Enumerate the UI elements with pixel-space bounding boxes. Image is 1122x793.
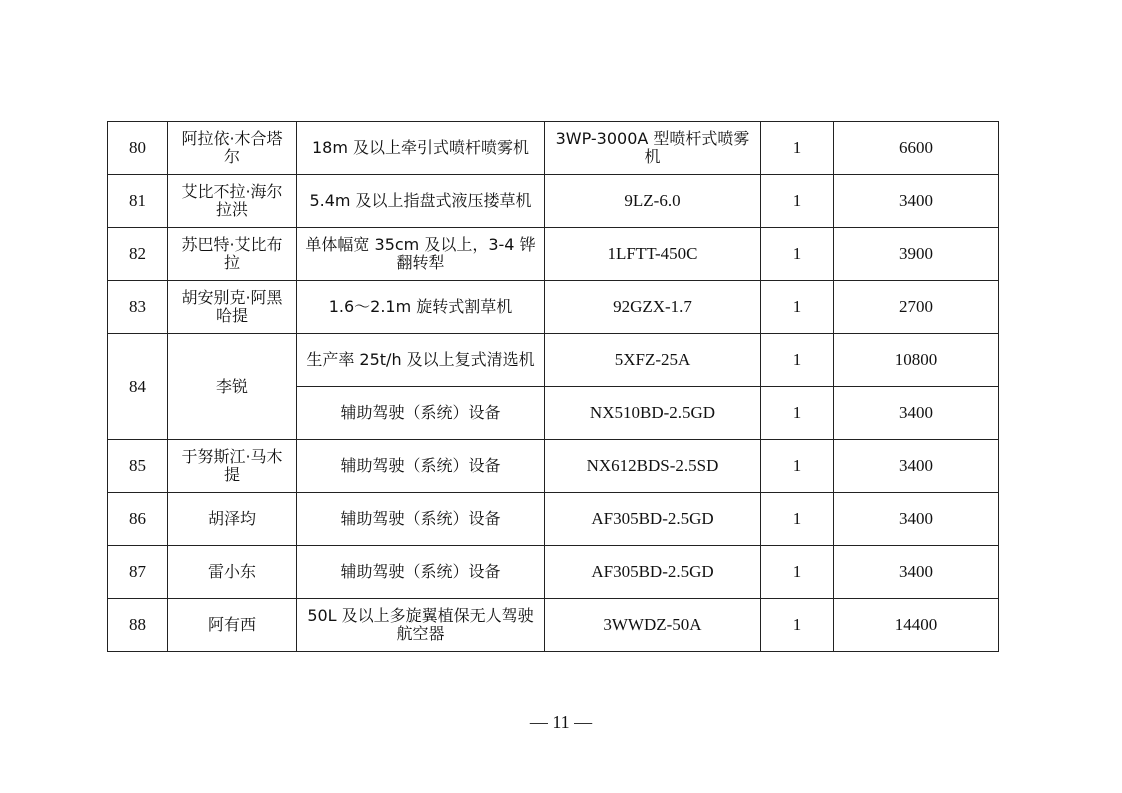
- machine-item: 5.4m 及以上指盘式液压搂草机: [297, 175, 545, 228]
- row-number: 84: [108, 334, 168, 440]
- quantity: 1: [761, 281, 834, 334]
- table-row: [108, 228, 999, 281]
- row-number: 88: [108, 599, 168, 652]
- machine-model: AF305BD-2.5GD: [545, 546, 761, 599]
- machine-item: 辅助驾驶（系统）设备: [297, 440, 545, 493]
- machine-model: NX612BDS-2.5SD: [545, 440, 761, 493]
- machine-item: 单体幅宽 35cm 及以上，3-4 铧翻转犁: [297, 228, 545, 281]
- machine-model: 3WP-3000A 型喷杆式喷雾机: [545, 122, 761, 175]
- row-number: 85: [108, 440, 168, 493]
- quantity: 1: [761, 175, 834, 228]
- recipient-name: 阿拉依·木合塔尔: [168, 122, 297, 175]
- subsidy-table: [107, 121, 999, 652]
- machine-item: 生产率 25t/h 及以上复式清选机: [297, 334, 545, 387]
- machine-model: AF305BD-2.5GD: [545, 493, 761, 546]
- machine-model: 3WWDZ-50A: [545, 599, 761, 652]
- quantity: 1: [761, 599, 834, 652]
- recipient-name: 李锐: [168, 334, 297, 440]
- quantity: 1: [761, 546, 834, 599]
- machine-model: 92GZX-1.7: [545, 281, 761, 334]
- row-number: 83: [108, 281, 168, 334]
- machine-item: 辅助驾驶（系统）设备: [297, 546, 545, 599]
- subsidy-amount: 10800: [834, 334, 999, 387]
- row-number: 87: [108, 546, 168, 599]
- recipient-name: 于努斯江·马木提: [168, 440, 297, 493]
- subsidy-amount: 14400: [834, 599, 999, 652]
- subsidy-amount: 3400: [834, 493, 999, 546]
- subsidy-amount: 6600: [834, 122, 999, 175]
- machine-model: 9LZ-6.0: [545, 175, 761, 228]
- machine-item: 辅助驾驶（系统）设备: [297, 387, 545, 440]
- subsidy-amount: 3400: [834, 387, 999, 440]
- machine-model: NX510BD-2.5GD: [545, 387, 761, 440]
- quantity: 1: [761, 228, 834, 281]
- table-row: [108, 281, 999, 334]
- row-number: 82: [108, 228, 168, 281]
- recipient-name: 胡泽均: [168, 493, 297, 546]
- row-number: 86: [108, 493, 168, 546]
- table-row: [108, 175, 999, 228]
- table-row: [108, 440, 999, 493]
- machine-model: 1LFTT-450C: [545, 228, 761, 281]
- table-row: [108, 122, 999, 175]
- machine-item: 辅助驾驶（系统）设备: [297, 493, 545, 546]
- subsidy-amount: 3400: [834, 440, 999, 493]
- row-number: 80: [108, 122, 168, 175]
- quantity: 1: [761, 387, 834, 440]
- table-row: [108, 546, 999, 599]
- recipient-name: 阿有西: [168, 599, 297, 652]
- subsidy-amount: 3900: [834, 228, 999, 281]
- subsidy-amount: 3400: [834, 546, 999, 599]
- machine-item: 1.6～2.1m 旋转式割草机: [297, 281, 545, 334]
- quantity: 1: [761, 440, 834, 493]
- recipient-name: 苏巴特·艾比布拉: [168, 228, 297, 281]
- quantity: 1: [761, 334, 834, 387]
- page-number: — 11 —: [529, 712, 593, 732]
- table-row: [108, 334, 999, 387]
- machine-item: 50L 及以上多旋翼植保无人驾驶航空器: [297, 599, 545, 652]
- recipient-name: 艾比不拉·海尔拉洪: [168, 175, 297, 228]
- machine-item: 18m 及以上牵引式喷杆喷雾机: [297, 122, 545, 175]
- machine-model: 5XFZ-25A: [545, 334, 761, 387]
- quantity: 1: [761, 122, 834, 175]
- subsidy-amount: 2700: [834, 281, 999, 334]
- row-number: 81: [108, 175, 168, 228]
- table-row: [108, 599, 999, 652]
- table-row: [108, 493, 999, 546]
- quantity: 1: [761, 493, 834, 546]
- recipient-name: 胡安别克·阿黑哈提: [168, 281, 297, 334]
- subsidy-amount: 3400: [834, 175, 999, 228]
- recipient-name: 雷小东: [168, 546, 297, 599]
